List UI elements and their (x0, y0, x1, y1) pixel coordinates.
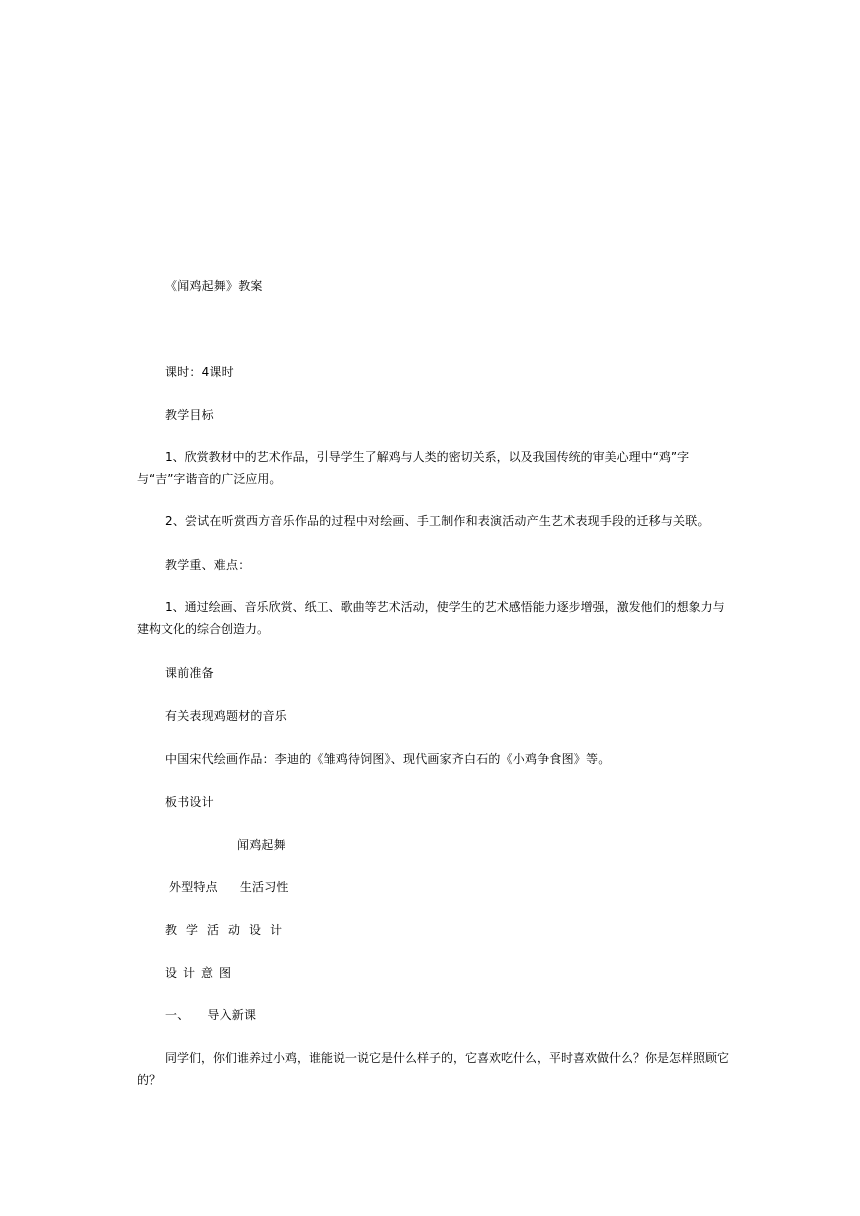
board-item-appearance: 外型特点 (169, 880, 218, 894)
section-1-number: 一、 (165, 1008, 190, 1022)
prep-heading: 课前准备 (165, 666, 214, 680)
activity-heading: 教学活动设计 (165, 923, 292, 937)
board-item-habits: 生活习性 (239, 880, 289, 894)
key-points-heading: 教学重、难点： (165, 558, 251, 572)
prep-item-2: 中国宋代绘画作品：李迪的《雏鸡待饲图》、现代画家齐白石的《小鸡争食图》等。 (165, 752, 611, 766)
section-1-title: 导入新课 (207, 1008, 257, 1022)
doc-title: 《闻鸡起舞》教案 (165, 279, 263, 293)
goal-1: 1、欣赏教材中的艺术作品，引导学生了解鸡与人类的密切关系，以及我国传统的审美心理中“鸡”字与“吉”字谐音的广泛应用。 (137, 450, 690, 486)
prep-item-1: 有关表现鸡题材的音乐 (165, 709, 288, 723)
section-1-text: 同学们，你们谁养过小鸡，谁能说一说它是什么样子的，它喜欢吃什么，平时喜欢做什么？你是怎样照顾它的？ (137, 1051, 730, 1087)
goal-2: 2、尝试在听赏西方音乐作品的过程中对绘画、手工制作和表演活动产生艺术表现手段的迁移与关联。 (165, 514, 710, 528)
key-point-1: 1、通过绘画、音乐欣赏、纸工、歌曲等艺术活动，使学生的艺术感悟能力逐步增强，激发他们的想象力与建构文化的综合创造力。 (137, 600, 725, 636)
board-items (169, 879, 289, 895)
lesson-hours: 课时：4课时 (165, 365, 234, 379)
intent-heading: 设计意图 (165, 966, 238, 980)
board-title: 闻鸡起舞 (237, 838, 286, 852)
section-1-heading (165, 1007, 256, 1023)
goals-heading: 教学目标 (165, 408, 214, 422)
board-heading: 板书设计 (165, 795, 214, 809)
